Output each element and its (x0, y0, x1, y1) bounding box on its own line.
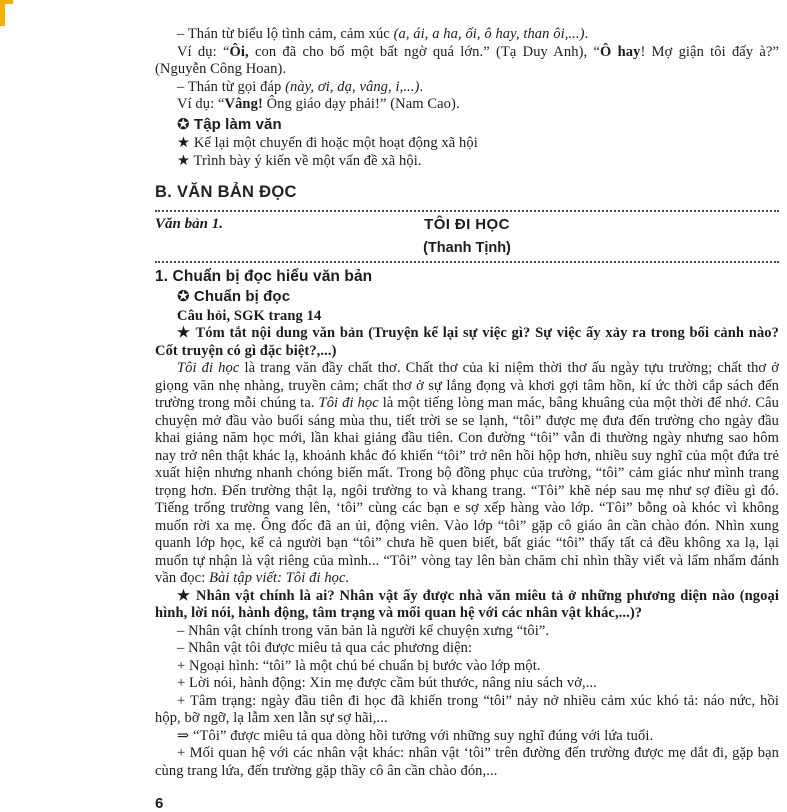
section-heading: B. VĂN BẢN ĐỌC (155, 183, 297, 201)
lesson-band-title-row (155, 216, 779, 235)
paragraph (155, 288, 779, 307)
paragraph (155, 26, 779, 44)
text-segment: Tôi đi học (177, 360, 240, 376)
paragraph (155, 588, 779, 623)
text-segment: Câu hỏi, SGK trang 14 (177, 307, 322, 324)
text-segment: . (419, 78, 424, 95)
text-segment: + Mối quan hệ với các nhân vật khác: nhân vật ‘tôi” trên đường đến trường được mẹ dắt đi, gặp bạn cùng trang lứa, đến trường gặp thầy cô ân cần chào đón,... (155, 745, 779, 779)
paragraph (155, 623, 779, 641)
text-segment: . (584, 26, 589, 42)
paragraph (155, 675, 779, 693)
text-segment: Ví dụ: “ (177, 43, 230, 60)
paragraph (155, 308, 779, 326)
text-segment: Ô hay (599, 43, 641, 60)
text-segment: ★ Tóm tắt nội dung văn bản (Truyện kể lại sự việc gì? Sự việc ấy xảy ra trong bối cảnh nào? Cốt truyện có gì đặc biệt?,...) (155, 325, 779, 359)
text-segment: Tôi đi học (318, 395, 379, 411)
text-segment: Ông giáo dạy phải!” (Nam Cao). (262, 96, 460, 112)
text-segment: ⇒ “Tôi” được miêu tả qua dòng hồi tưởng với những suy nghĩ đúng với lứa tuổi. (177, 727, 654, 744)
paragraph (155, 44, 779, 79)
lesson-author: (Thanh Tịnh) (423, 240, 511, 256)
text-segment: Vâng! (224, 96, 263, 112)
paragraph (155, 135, 779, 153)
text-segment: 1. Chuẩn bị đọc hiểu văn bản (155, 268, 373, 285)
paragraph (155, 360, 779, 588)
text-segment: ✪ Tập làm văn (177, 115, 282, 133)
page-number: 6 (155, 795, 164, 812)
text-segment: – Thán từ biểu lộ tình cảm, cảm xúc (177, 26, 394, 42)
text-segment: ✪ Chuẩn bị đọc (177, 288, 291, 305)
text-segment: + Ngoại hình: “tôi” là một chú bé chuẩn bị bước vào lớp một. (177, 657, 541, 674)
text-column (155, 26, 779, 812)
text-segment: + Tâm trạng: ngày đầu tiên đi học đã khiến trong “tôi” nảy nở nhiều cảm xúc khó tả: náo nức, hồi hộp, bỡ ngỡ, lạ lẫm xen lẫn sự sợ hãi,... (155, 692, 779, 726)
text-segment: – Nhân vật tôi được miêu tả qua các phương diện: (177, 640, 473, 656)
text-segment: Ôi, (229, 43, 249, 60)
paragraph (155, 79, 779, 97)
paragraph (155, 153, 779, 171)
text-segment: ★ Kể lại một chuyến đi hoặc một hoạt động xã hội (177, 135, 478, 151)
text-segment: + Lời nói, hành động: Xin mẹ được cầm bút thước, nâng niu sách vở,... (177, 675, 597, 691)
text-segment: (này, ơi, dạ, vâng, i,...) (285, 78, 420, 95)
lesson-band (155, 210, 779, 263)
paragraph (155, 745, 779, 780)
top-blocks (155, 26, 779, 170)
text-segment: – Thán từ gọi đáp (177, 78, 286, 95)
text-segment: Ví dụ: “ (177, 96, 225, 112)
paragraph (155, 96, 779, 114)
lesson-title: TÔI ĐI HỌC (424, 216, 510, 233)
lesson-label: Văn bản 1. (155, 216, 223, 232)
text-segment: là trang văn đầy chất thơ. Chất thơ của kỉ niệm thời thơ ấu ngày tựu trường; chất thơ ở giọng văn nhẹ nhàng, truyền cảm; chất thơ ở sự lắng đọng và khơi gợi tâm hồn, kí ức thời cắp sách đến trường trong mỗi chúng ta. (155, 360, 779, 411)
text-segment: ! Mợ giận tôi đấy à?” (Nguyễn Công Hoan). (155, 43, 780, 77)
text-segment: – Nhân vật chính trong văn bản là người kể chuyện xưng “tôi”. (177, 622, 550, 639)
paragraph (155, 325, 779, 360)
paragraph (155, 267, 779, 286)
paragraph (155, 693, 779, 728)
paragraph (155, 728, 779, 746)
paragraph (155, 116, 779, 135)
text-segment: ★ Trình bày ý kiến về một vấn đề xã hội. (177, 152, 422, 169)
paragraph (155, 658, 779, 676)
text-segment: (a, ái, a ha, ối, ô hay, than ôi,...) (393, 26, 585, 42)
paragraph (155, 640, 779, 658)
corner-accent-horizontal (0, 0, 13, 4)
text-segment: ★ Nhân vật chính là ai? Nhân vật ấy được nhà văn miêu tả ở những phương diện nào (ngoại hình, lời nói, hành động, tâm trạng và mối quan hệ với các nhân vật khác,...)? (155, 587, 779, 621)
text-segment: con đã cho bố một bất ngờ quá lớn.” (Tạ Duy Anh), “ (248, 43, 600, 60)
text-segment: là một tiếng lòng man mác, bâng khuâng của một thời để nhớ. Câu chuyện mở đầu vào buổi sáng mùa thu, tiết trời se se lạnh, “tôi” được mẹ đưa đến trường cho ngày đầu khai giảng năm học mới, lần khai giảng đầu tiên. Con đường “tôi” vẫn đi thường ngày nhưng sao hôm nay trở nên thật khác lạ, khoảnh khắc đó khiến “tôi” trở nên hồi hộp hơn, nhiều suy nghĩ của một đứa trẻ xuất hiện nhưng nhanh chóng biến mất. Trong bộ đồng phục của trường, “tôi” cảm giác như mình trang trọng hơn. Đến trường thật lạ, ngôi trường to và khang trang. “Tôi” khẽ nép sau mẹ như sợ điều gì đó. Tiếng trống trường vang lên, ‘tôi” cùng các bạn e sợ xếp hàng vào lớp. “Tôi” bỗng oà khóc vì không muốn rời xa mẹ. Ông đốc đã an ủi, động viên. Vào lớp “tôi” gặp cô giáo ân cần chào đón. Nhìn xung quanh lớp học, kể cả người bạn “tôi” chưa hề quen biết, bất giác “tôi” thấy tất cả đều không xa lạ, lại muốn tự nhận là vật riêng của mình... “Tôi” vòng tay lên bàn chăm chỉ nhìn thầy viết và lẩm nhẩm đánh vần đọc: (155, 395, 779, 586)
bottom-blocks (155, 267, 779, 780)
text-segment: Bài tập viết: Tôi đi học. (209, 570, 350, 586)
